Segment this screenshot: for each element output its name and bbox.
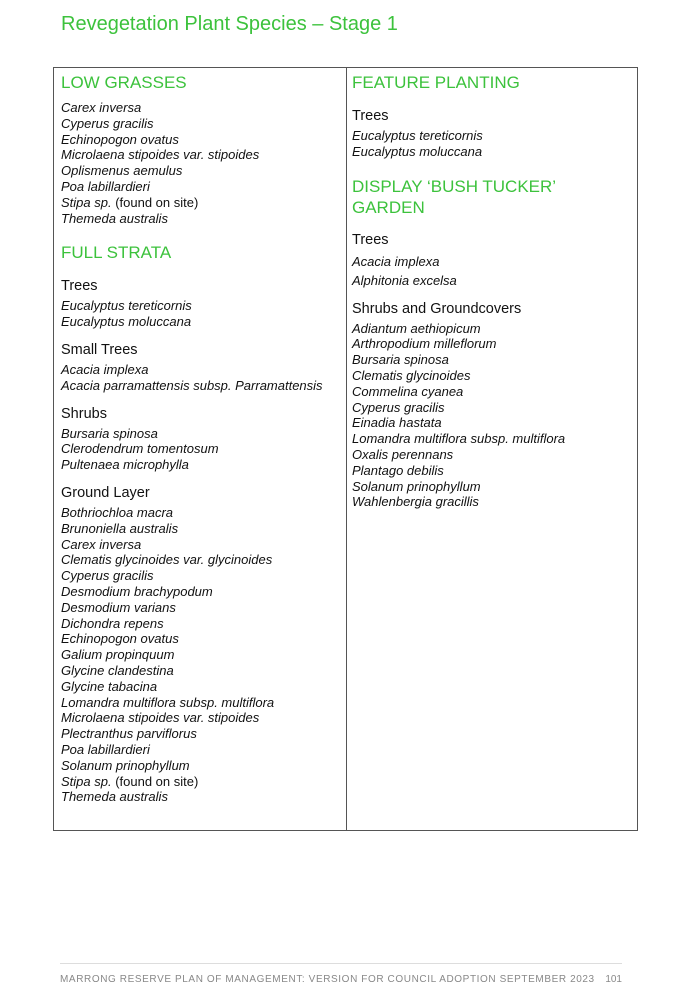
shrubs-groundcovers-list bbox=[352, 321, 634, 511]
bush-tucker-trees-subheading: Trees bbox=[352, 231, 389, 248]
trees-subheading: Trees bbox=[61, 278, 98, 295]
list-item: Oplismenus aemulus bbox=[61, 163, 183, 179]
bush-tucker-trees-list bbox=[352, 252, 634, 290]
feature-trees-subheading: Trees bbox=[352, 108, 389, 124]
list-item: Desmodium brachypodum bbox=[61, 583, 213, 599]
list-item: Solanum prinophyllum bbox=[61, 757, 190, 773]
list-item: Eucalyptus moluccana bbox=[352, 143, 483, 159]
low-grasses-list bbox=[61, 100, 341, 226]
list-item: Bursaria spinosa bbox=[61, 425, 158, 441]
list-item bbox=[61, 195, 341, 211]
footer-text: MARRONG RESERVE PLAN OF MANAGEMENT: VERSION FOR COUNCIL ADOPTION SEPTEMBER 2023 bbox=[60, 974, 595, 985]
list-item: Microlaena stipoides var. stipoides bbox=[61, 710, 260, 726]
list-item: Themeda australis bbox=[61, 789, 168, 805]
list-item: Carex inversa bbox=[61, 536, 142, 552]
page-title: Revegetation Plant Species – Stage 1 bbox=[61, 13, 398, 35]
list-item: Einadia hastata bbox=[352, 415, 442, 431]
shrubs-subheading: Shrubs bbox=[61, 405, 107, 422]
list-item: Dichondra repens bbox=[61, 615, 164, 631]
list-item: Poa labillardieri bbox=[61, 741, 150, 757]
ground-layer-subheading: Ground Layer bbox=[61, 484, 150, 501]
species-name: Stipa sp. bbox=[61, 194, 112, 210]
list-item: Bothriochloa macra bbox=[61, 504, 173, 520]
list-item: Clematis glycinoides var. glycinoides bbox=[61, 552, 273, 568]
low-grasses-heading: LOW GRASSES bbox=[61, 73, 187, 92]
list-item: Glycine clandestina bbox=[61, 662, 174, 678]
feature-trees-list bbox=[352, 128, 634, 160]
list-item: Eucalyptus tereticornis bbox=[61, 298, 192, 314]
list-item: Bursaria spinosa bbox=[352, 352, 449, 368]
list-item: Cyperus gracilis bbox=[61, 115, 154, 131]
page-footer bbox=[60, 963, 622, 985]
shrubs-list bbox=[61, 426, 341, 473]
list-item: Acacia implexa bbox=[352, 253, 440, 269]
full-strata-trees-list bbox=[61, 298, 341, 330]
list-item: Adiantum aethiopicum bbox=[352, 320, 481, 336]
list-item: Commelina cyanea bbox=[352, 383, 464, 399]
species-note: (found on site) bbox=[111, 194, 199, 210]
list-item: Clerodendrum tomentosum bbox=[61, 441, 219, 457]
bush-tucker-heading bbox=[352, 176, 634, 218]
species-name: Stipa sp. bbox=[61, 773, 112, 789]
ground-layer-list bbox=[61, 505, 341, 805]
list-item: Carex inversa bbox=[61, 100, 142, 115]
species-table bbox=[53, 67, 638, 831]
page-number: 101 bbox=[605, 974, 622, 985]
small-trees-subheading: Small Trees bbox=[61, 341, 138, 358]
list-item: Galium propinquum bbox=[61, 647, 175, 663]
list-item: Lomandra multiflora subsp. multiflora bbox=[61, 694, 275, 710]
list-item: Eucalyptus moluccana bbox=[61, 314, 192, 330]
list-item: Desmodium varians bbox=[61, 599, 176, 615]
list-item: Echinopogon ovatus bbox=[61, 631, 179, 647]
right-column bbox=[352, 68, 634, 510]
list-item: Solanum prinophyllum bbox=[352, 478, 481, 494]
left-column bbox=[61, 68, 341, 805]
list-item: Echinopogon ovatus bbox=[61, 131, 179, 147]
list-item: Poa labillardieri bbox=[61, 178, 150, 194]
list-item: Brunoniella australis bbox=[61, 520, 179, 536]
feature-planting-heading: FEATURE PLANTING bbox=[352, 73, 520, 92]
list-item: Plectranthus parviflorus bbox=[61, 726, 197, 742]
list-item: Lomandra multiflora subsp. multiflora bbox=[352, 431, 566, 447]
shrubs-groundcovers-subheading: Shrubs and Groundcovers bbox=[352, 300, 522, 317]
list-item: Wahlenbergia gracillis bbox=[352, 494, 479, 510]
list-item: Glycine tabacina bbox=[61, 678, 158, 694]
heading-line: GARDEN bbox=[352, 197, 425, 217]
list-item: Arthropodium milleflorum bbox=[352, 336, 497, 352]
species-note: (found on site) bbox=[111, 773, 199, 789]
list-item: Plantago debilis bbox=[352, 462, 444, 478]
list-item: Microlaena stipoides var. stipoides bbox=[61, 147, 260, 163]
list-item: Acacia implexa bbox=[61, 361, 149, 377]
list-item: Cyperus gracilis bbox=[61, 568, 154, 584]
list-item: Eucalyptus tereticornis bbox=[352, 128, 483, 143]
list-item: Alphitonia excelsa bbox=[352, 272, 457, 288]
list-item: Clematis glycinoides bbox=[352, 367, 471, 383]
list-item: Themeda australis bbox=[61, 210, 168, 226]
list-item: Pultenaea microphylla bbox=[61, 457, 189, 473]
small-trees-list bbox=[61, 362, 341, 394]
list-item: Cyperus gracilis bbox=[352, 399, 445, 415]
list-item bbox=[61, 774, 341, 790]
column-divider bbox=[346, 68, 347, 830]
full-strata-heading: FULL STRATA bbox=[61, 243, 172, 263]
heading-line: DISPLAY ‘BUSH TUCKER’ bbox=[352, 176, 557, 196]
list-item: Acacia parramattensis subsp. Parramattensis bbox=[61, 377, 323, 393]
list-item: Oxalis perennans bbox=[352, 446, 454, 462]
